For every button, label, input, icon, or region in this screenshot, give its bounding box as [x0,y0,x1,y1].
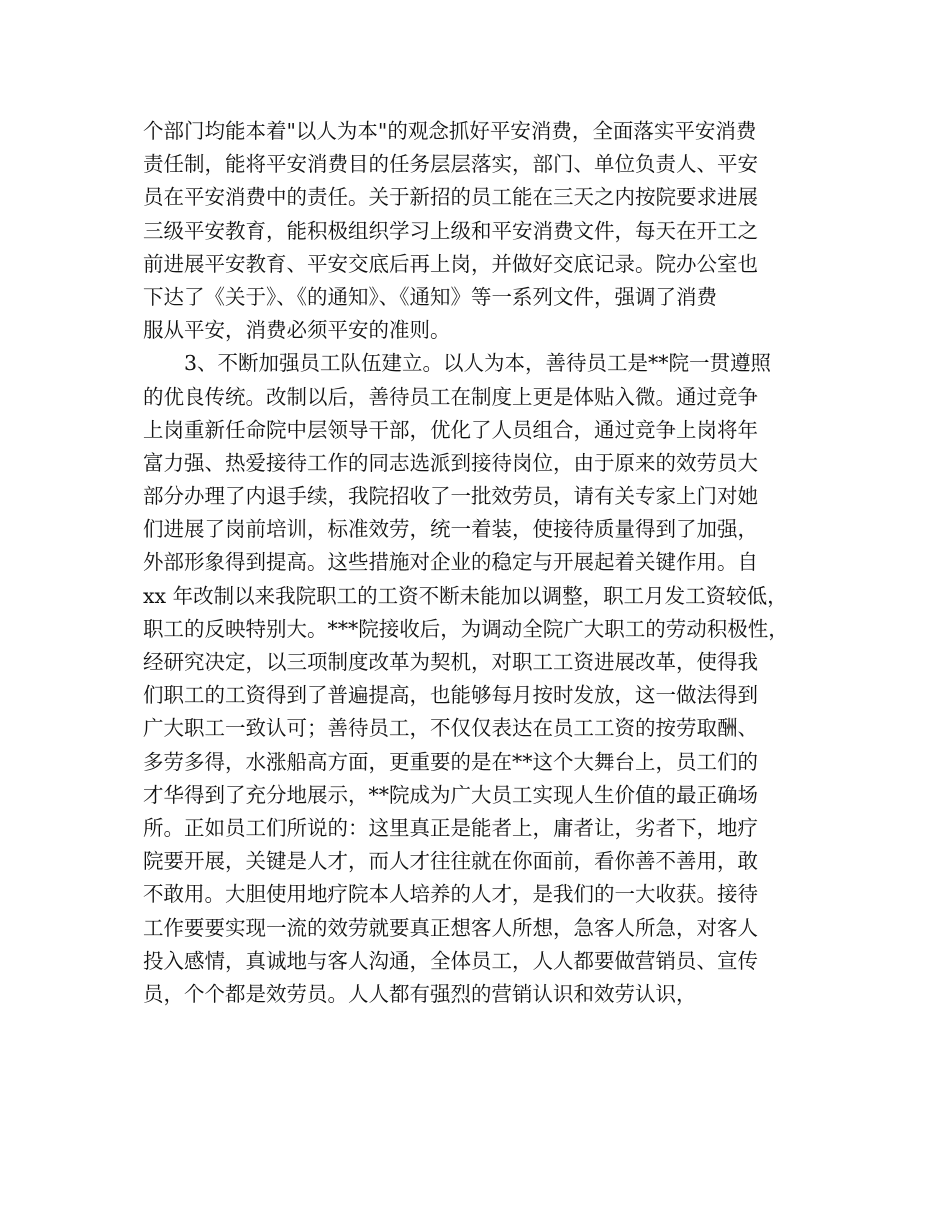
text-line: 外部形象得到提高。这些措施对企业的稳定与开展起着关键作用。自 [143,550,758,575]
text-line: 部分办理了内退手续，我院招收了一批效劳员，请有关专家上门对她 [143,484,758,509]
text-line: 3、不断加强员工队伍建立。以人为本，善待员工是**院一贯遵照 [143,351,772,376]
text-line: 职工的反映特别大。***院接收后，为调动全院广大职工的劳动积极性， [143,616,789,641]
body-text [143,115,833,1011]
text-line: 下达了《关于》、《的通知》、《通知》等一系列文件，强调了消费 [143,284,717,309]
text-line: 多劳多得，水涨船高方面，更重要的是在**这个大舞台上，员工们的 [143,749,758,774]
text-line: 个部门均能本着"以人为本"的观念抓好平安消费，全面落实平安消费 [143,119,757,143]
text-line: 责任制，能将平安消费目的任务层层落实，部门、单位负责人、平安 [143,152,758,177]
text-line: 上岗重新任命院中层领导干部，优化了人员组合，通过竞争上岗将年 [143,417,758,442]
text-line: 投入感情，真诚地与客人沟通，全体员工，人人都要做营销员、宣传 [143,948,758,973]
text-line: 前进展平安教育、平安交底后再上岗，并做好交底记录。院办公室也 [143,251,758,276]
text-line: 广大职工一致认可；善待员工，不仅仅表达在员工工资的按劳取酬、 [143,716,758,741]
text-line: 不敢用。大胆使用地疗院本人培养的人才，是我们的一大收获。接待 [143,882,758,907]
text-line: 所。正如员工们所说的：这里真正是能者上，庸者让，劣者下，地疗 [143,815,758,840]
text-line: 们职工的工资得到了普遍提高，也能够每月按时发放，这一做法得到 [143,683,758,708]
text-line: 员在平安消费中的责任。关于新招的员工能在三天之内按院要求进展 [143,185,758,210]
text-line: 院要开展，关键是人才，而人才往往就在你面前，看你善不善用，敢 [143,849,758,874]
text-line: 员，个个都是效劳员。人人都有强烈的营销认识和效劳认识， [143,981,697,1006]
text-line: 服从平安，消费必须平安的准则。 [143,318,451,343]
text-line: 经研究决定，以三项制度改革为契机，对职工工资进展改革，使得我 [143,650,758,674]
text-line: 工作要要实现一流的效劳就要真正想客人所想，急客人所急，对客人 [143,915,758,940]
text-line: xx 年改制以来我院职工的工资不断未能加以调整，职工月发工资较低， [143,583,788,608]
text-line: 富力强、热爱接待工作的同志选派到接待岗位，由于原来的效劳员大 [143,450,758,475]
text-line: 才华得到了充分地展示，**院成为广大员工实现人生价值的最正确场 [143,782,758,807]
text-line: 们进展了岗前培训，标准效劳，统一着装，使接待质量得到了加强， [143,517,758,542]
text-line: 的优良传统。改制以后，善待员工在制度上更是体贴入微。通过竞争 [143,384,758,409]
text-line: 三级平安教育，能积极组织学习上级和平安消费文件，每天在开工之 [143,218,758,243]
